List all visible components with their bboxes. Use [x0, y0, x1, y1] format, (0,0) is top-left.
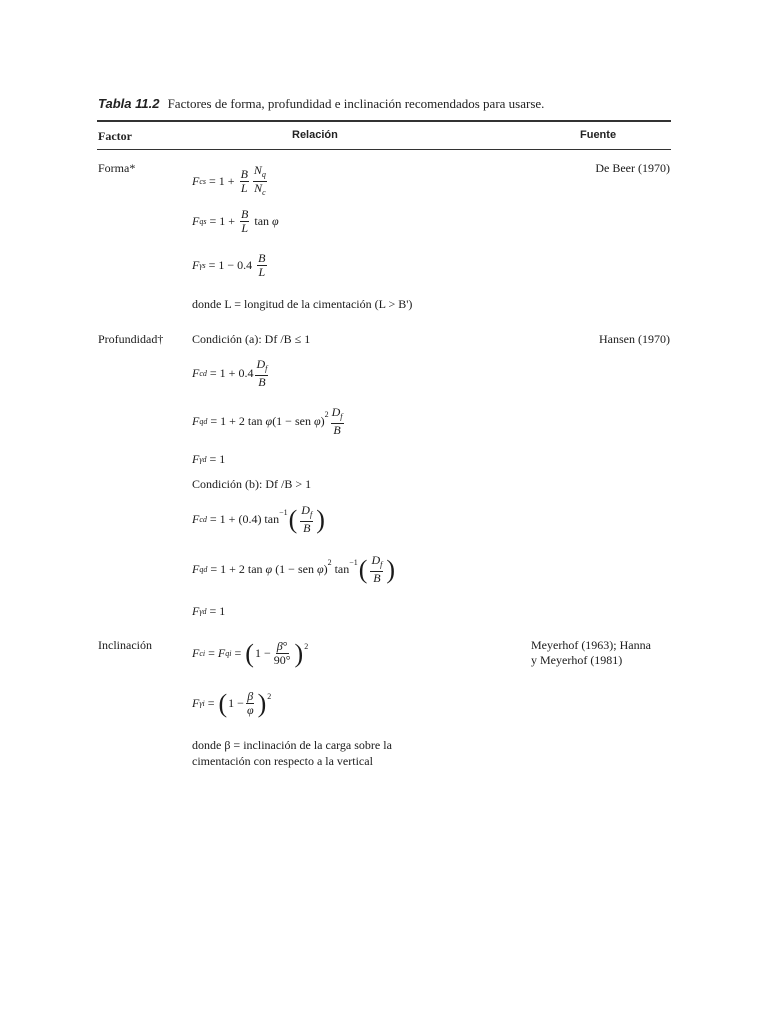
header-factor: Factor	[98, 129, 132, 143]
equation-fys: F γs = 1 − 0.4 $\frac{B}{L}$	[192, 251, 266, 279]
table-top-rule	[97, 120, 671, 122]
equation-fcs: F cs = 1 + $\frac{B}{L}$ $\frac{N_q}{N_c}$	[192, 163, 266, 197]
source-inclinacion-line1: Meyerhof (1963); Hanna	[531, 638, 651, 652]
equation-fcd-b: F cd = 1 + (0.4) tan −1 ( $\frac{D_f}{B}$ )	[192, 503, 325, 535]
equation-fci-fqi: F ci = F qi = ( 1 − $\frac{\beta^\circ}{90^\circ}$ ) 2	[192, 638, 309, 668]
equation-fyd-a: F γd = 1	[192, 452, 226, 466]
table-label: Tabla 11.2	[98, 96, 160, 111]
factor-inclinacion: Inclinación	[98, 638, 152, 652]
source-inclinacion	[531, 638, 651, 668]
equation-fyi: F γi = ( 1 − $\frac{\beta}{\varphi}$ ) 2	[192, 688, 272, 718]
equation-fyd-b: F γd = 1	[192, 604, 226, 618]
equation-fqs: F qs = 1 + $\frac{B}{L}$ tan φ	[192, 207, 279, 235]
equation-fqd-a: F qd = 1 + 2 tan φ (1 − sen φ ) 2 $\frac{D_f}{B}$	[192, 405, 343, 437]
note-inclinacion-line2: cimentación con respecto a la vertical	[192, 754, 373, 768]
table-caption	[98, 96, 678, 112]
header-source: Fuente	[580, 129, 617, 141]
source-forma: De Beer (1970)	[595, 161, 670, 175]
condition-b: Condición (b): Df /B > 1	[192, 477, 312, 491]
equation-fcd-a: F cd = 1 + 0.4 $\frac{D_f}{B}$	[192, 357, 268, 389]
factor-forma: Forma*	[98, 161, 136, 175]
condition-a: Condición (a): Df /B ≤ 1	[192, 332, 311, 346]
source-profundidad: Hansen (1970)	[599, 332, 670, 346]
factor-profundidad: Profundidad†	[98, 332, 164, 346]
source-inclinacion-line2: y Meyerhof (1981)	[531, 653, 623, 667]
header-relation: Relación	[292, 129, 338, 141]
table-header-rule	[97, 149, 671, 150]
equation-fqd-b: F qd = 1 + 2 tan φ (1 − sen φ ) 2 tan −1 ( $\frac{D_f}{B}$ )	[192, 553, 396, 585]
table-title: Factores de forma, profundidad e inclinación recomendados para usarse.	[167, 96, 545, 111]
note-forma: donde L = longitud de la cimentación (L > B')	[192, 297, 413, 311]
note-inclinacion-line1: donde β = inclinación de la carga sobre la	[192, 738, 392, 752]
